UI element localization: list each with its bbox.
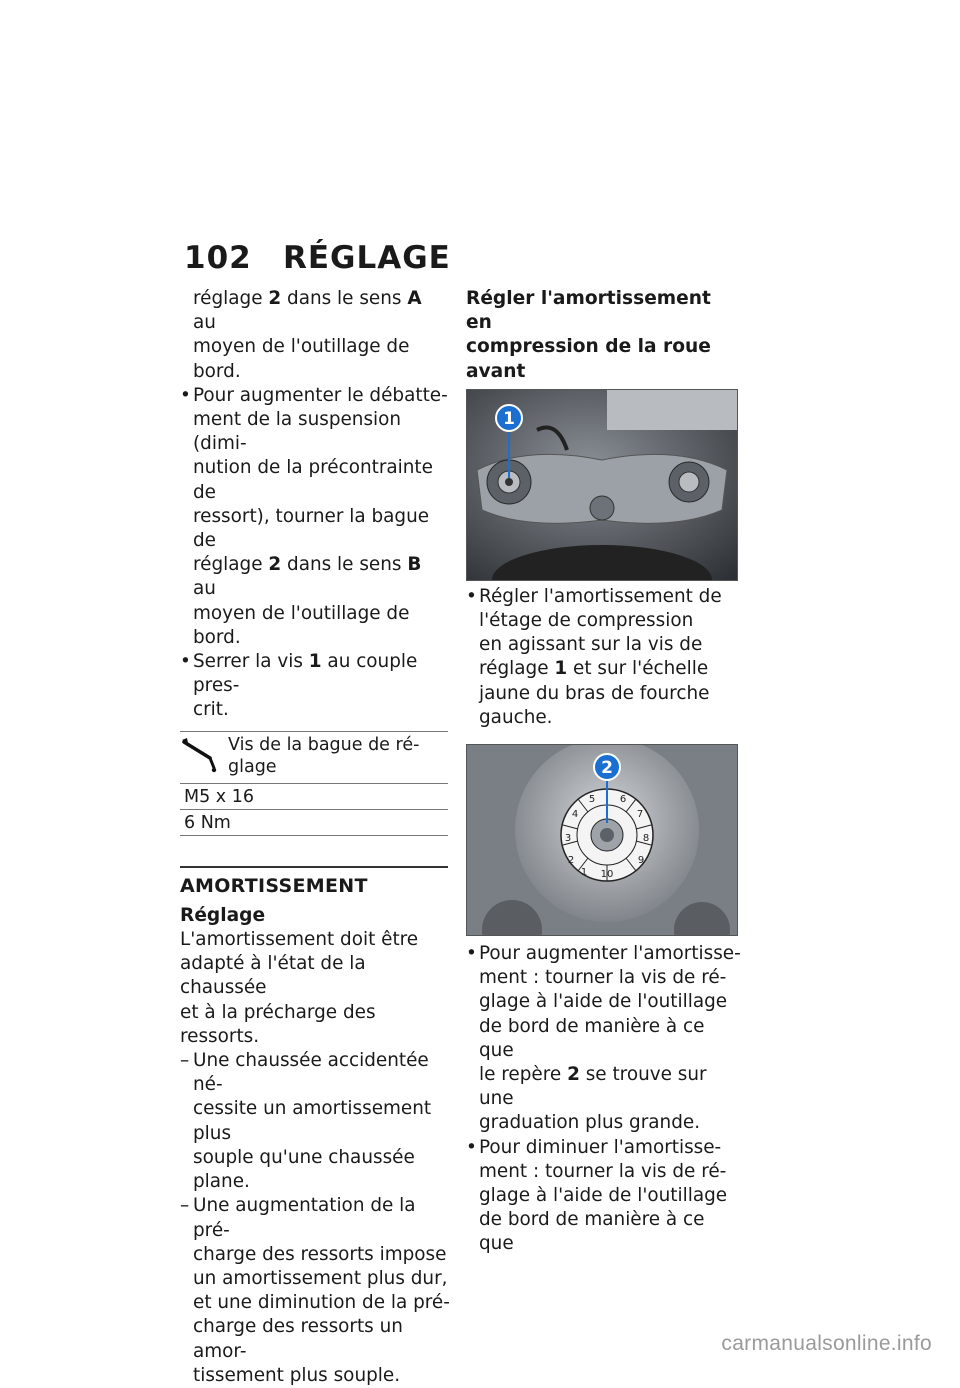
left-column bbox=[180, 287, 450, 1388]
section-title: AMORTISSEMENT bbox=[180, 874, 368, 897]
continued-text: réglage 2 dans le sens A au moyen de l'outillage de bord. bbox=[193, 288, 422, 382]
spec-size: M5 x 16 bbox=[180, 784, 448, 810]
dash-item-rough-road: – Une chaussée accidentée né- cessite un amortissement plus souple qu'une chaussée plane. bbox=[180, 1050, 432, 1193]
svg-text:7: 7 bbox=[636, 809, 644, 821]
dash-item-preload: – Une augmentation de la pré- charge des ressorts impose un amortissement plus dur, et une diminution de la pré- charge des ressorts un amor- tissement plus souple. bbox=[180, 1195, 450, 1386]
svg-text:9: 9 bbox=[637, 855, 645, 867]
bullet-increase-damping: • Pour augmenter l'amortisse- ment : tourner la vis de ré- glage à l'aide de l'outillage de bord de manière à ce que le repère 2 se trouve sur une graduation plus grande. bbox=[466, 943, 741, 1134]
bullet-increase-travel: • Pour augmenter le débatte- ment de la suspension (dimi- nution de la précontrainte de ressort), tourner la bague de réglage 2 dans le sens B au moyen de l'outillage de bord. bbox=[180, 384, 448, 648]
bullet-adjust-compression: • Régler l'amortissement de l'étage de compression en agissant sur la vis de réglage 1 et sur l'échelle jaune du bras de fourche gauche. bbox=[466, 585, 722, 728]
watermark: carmanualsonline.info bbox=[721, 1332, 932, 1355]
torque-spec-table bbox=[180, 731, 448, 836]
svg-text:1: 1 bbox=[580, 867, 588, 879]
bullet-decrease-damping: • Pour diminuer l'amortisse- ment : tourner la vis de ré- glage à l'aide de l'outillage de bord de manière à ce que bbox=[466, 1136, 728, 1255]
torque-wrench-icon bbox=[180, 734, 224, 780]
bullet-marker: • bbox=[180, 651, 191, 673]
compression-heading: Régler l'amortissement en compression de la roue avant bbox=[466, 288, 711, 382]
subheading: Réglage bbox=[180, 904, 266, 926]
figure-damping-scale-photo bbox=[466, 744, 738, 936]
bullet-marker: • bbox=[466, 943, 477, 965]
svg-text:4: 4 bbox=[571, 809, 579, 821]
page-number: 102 bbox=[184, 240, 252, 276]
bullet-marker: • bbox=[466, 585, 477, 607]
bullet-marker: • bbox=[180, 384, 191, 406]
figure-fork-top-photo bbox=[466, 389, 738, 581]
dash-marker: – bbox=[180, 1050, 190, 1072]
callout-2: 2 bbox=[601, 758, 613, 779]
spec-torque: 6 Nm bbox=[180, 810, 448, 836]
bullet-tighten-screw: • Serrer la vis 1 au couple pres- crit. bbox=[180, 651, 418, 721]
callout-1: 1 bbox=[503, 408, 515, 429]
svg-text:3: 3 bbox=[564, 833, 572, 845]
svg-text:6: 6 bbox=[619, 794, 627, 806]
right-column bbox=[466, 287, 742, 1257]
svg-text:10: 10 bbox=[600, 869, 614, 881]
intro-paragraph: L'amortissement doit être adapté à l'état de la chaussée et à la précharge des ressorts. bbox=[180, 929, 419, 1047]
section-divider bbox=[180, 866, 448, 868]
svg-text:5: 5 bbox=[588, 794, 596, 806]
page-title: RÉGLAGE bbox=[283, 240, 451, 276]
spec-label-row: Vis de la bague de ré- glage bbox=[180, 732, 448, 784]
svg-text:8: 8 bbox=[642, 833, 650, 845]
dash-marker: – bbox=[180, 1195, 190, 1217]
svg-text:2: 2 bbox=[567, 855, 575, 867]
bullet-marker: • bbox=[466, 1136, 477, 1158]
